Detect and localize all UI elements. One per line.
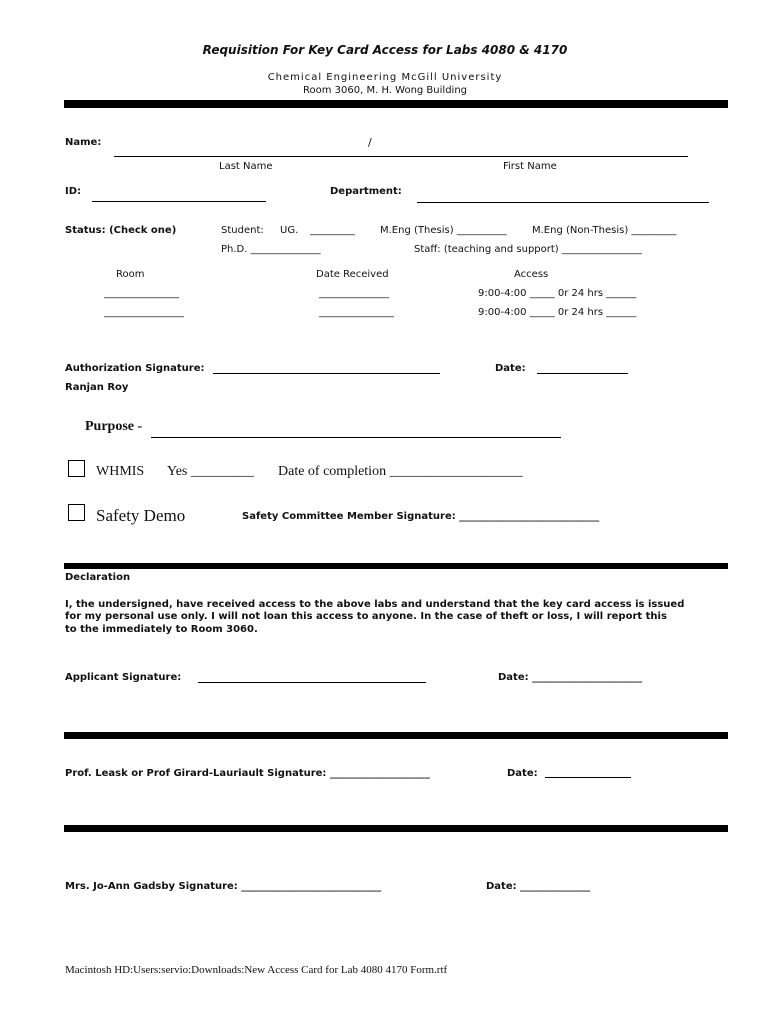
- applicant-signature-field[interactable]: [198, 682, 426, 683]
- safety-committee-signature-field[interactable]: Safety Committee Member Signature: ____________________________: [242, 511, 600, 522]
- ug-label: UG.: [280, 225, 299, 236]
- gadsby-signature-field[interactable]: Mrs. Jo-Ann Gadsby Signature: ____________________________: [65, 881, 382, 892]
- declaration-text-line: I, the undersigned, have received access to the above labs and understand that the key card access is issued: [65, 599, 685, 610]
- header-rule: [64, 100, 728, 108]
- ug-field[interactable]: _________: [310, 225, 355, 236]
- status-label: Status: (Check one): [65, 225, 177, 236]
- authorization-signature-label: Authorization Signature:: [65, 363, 205, 374]
- declaration-text-line: for my personal use only. I will not loan this access to anyone. In the case of theft or loss, I will report this: [65, 611, 667, 622]
- meng-thesis-option[interactable]: M.Eng (Thesis) __________: [380, 225, 507, 236]
- room-address: Room 3060, M. H. Wong Building: [303, 85, 467, 96]
- access-hours-field[interactable]: 9:00-4:00 _____ 0r 24 hrs ______: [478, 307, 637, 318]
- completion-date-field[interactable]: Date of completion ___________________: [278, 464, 523, 479]
- applicant-signature-label: Applicant Signature:: [65, 672, 182, 683]
- purpose-label: Purpose -: [85, 419, 143, 434]
- section-rule: [64, 825, 728, 832]
- access-column-header: Access: [514, 269, 549, 280]
- declaration-heading: Declaration: [65, 572, 131, 583]
- name-slash: /: [368, 136, 372, 149]
- authorization-signature-field[interactable]: [213, 373, 440, 374]
- access-hours-field[interactable]: 9:00-4:00 _____ 0r 24 hrs ______: [478, 288, 637, 299]
- first-name-caption: First Name: [503, 161, 557, 172]
- department-field[interactable]: [417, 202, 709, 203]
- whmis-yes-field[interactable]: Yes _________: [167, 464, 254, 479]
- id-label: ID:: [65, 186, 82, 197]
- name-label: Name:: [65, 137, 102, 148]
- authorization-date-label: Date:: [495, 363, 526, 374]
- room-field[interactable]: _______________: [104, 288, 179, 299]
- applicant-date-field[interactable]: Date: ______________________: [498, 672, 643, 683]
- date-received-field[interactable]: _______________: [319, 307, 394, 318]
- department-label: Department:: [330, 186, 402, 197]
- declaration-rule: [64, 563, 728, 569]
- declaration-text-line: to the immediately to Room 3060.: [65, 624, 258, 635]
- date-received-column-header: Date Received: [316, 269, 389, 280]
- phd-option[interactable]: Ph.D. ______________: [221, 244, 321, 255]
- staff-option[interactable]: Staff: (teaching and support) ________________: [414, 244, 642, 255]
- form-title: Requisition For Key Card Access for Labs 4080 & 4170: [202, 43, 568, 57]
- file-path-footer: Macintosh HD:Users:servio:Downloads:New Access Card for Lab 4080 4170 Form.rtf: [65, 964, 448, 976]
- purpose-field[interactable]: [151, 437, 561, 438]
- prof-date-field[interactable]: [545, 777, 631, 778]
- room-column-header: Room: [116, 269, 145, 280]
- date-received-field[interactable]: ______________: [319, 288, 389, 299]
- whmis-checkbox[interactable]: [68, 460, 85, 477]
- whmis-label: WHMIS: [96, 464, 145, 479]
- authorizer-name: Ranjan Roy: [65, 382, 129, 393]
- gadsby-date-field[interactable]: Date: ______________: [486, 881, 591, 892]
- prof-signature-field[interactable]: Prof. Leask or Prof Girard-Lauriault Signature: ____________________: [65, 768, 430, 779]
- safety-demo-label: Safety Demo: [96, 506, 186, 525]
- department-name: Chemical Engineering McGill University: [267, 72, 503, 83]
- meng-nonthesis-option[interactable]: M.Eng (Non-Thesis) _________: [532, 225, 677, 236]
- id-field[interactable]: [92, 201, 266, 202]
- name-field[interactable]: [114, 156, 688, 157]
- student-label: Student:: [221, 225, 264, 236]
- section-rule: [64, 732, 728, 739]
- safety-demo-checkbox[interactable]: [68, 504, 85, 521]
- last-name-caption: Last Name: [219, 161, 273, 172]
- authorization-date-field[interactable]: [537, 373, 628, 374]
- room-field[interactable]: ________________: [104, 307, 184, 318]
- prof-date-label: Date:: [507, 768, 538, 779]
